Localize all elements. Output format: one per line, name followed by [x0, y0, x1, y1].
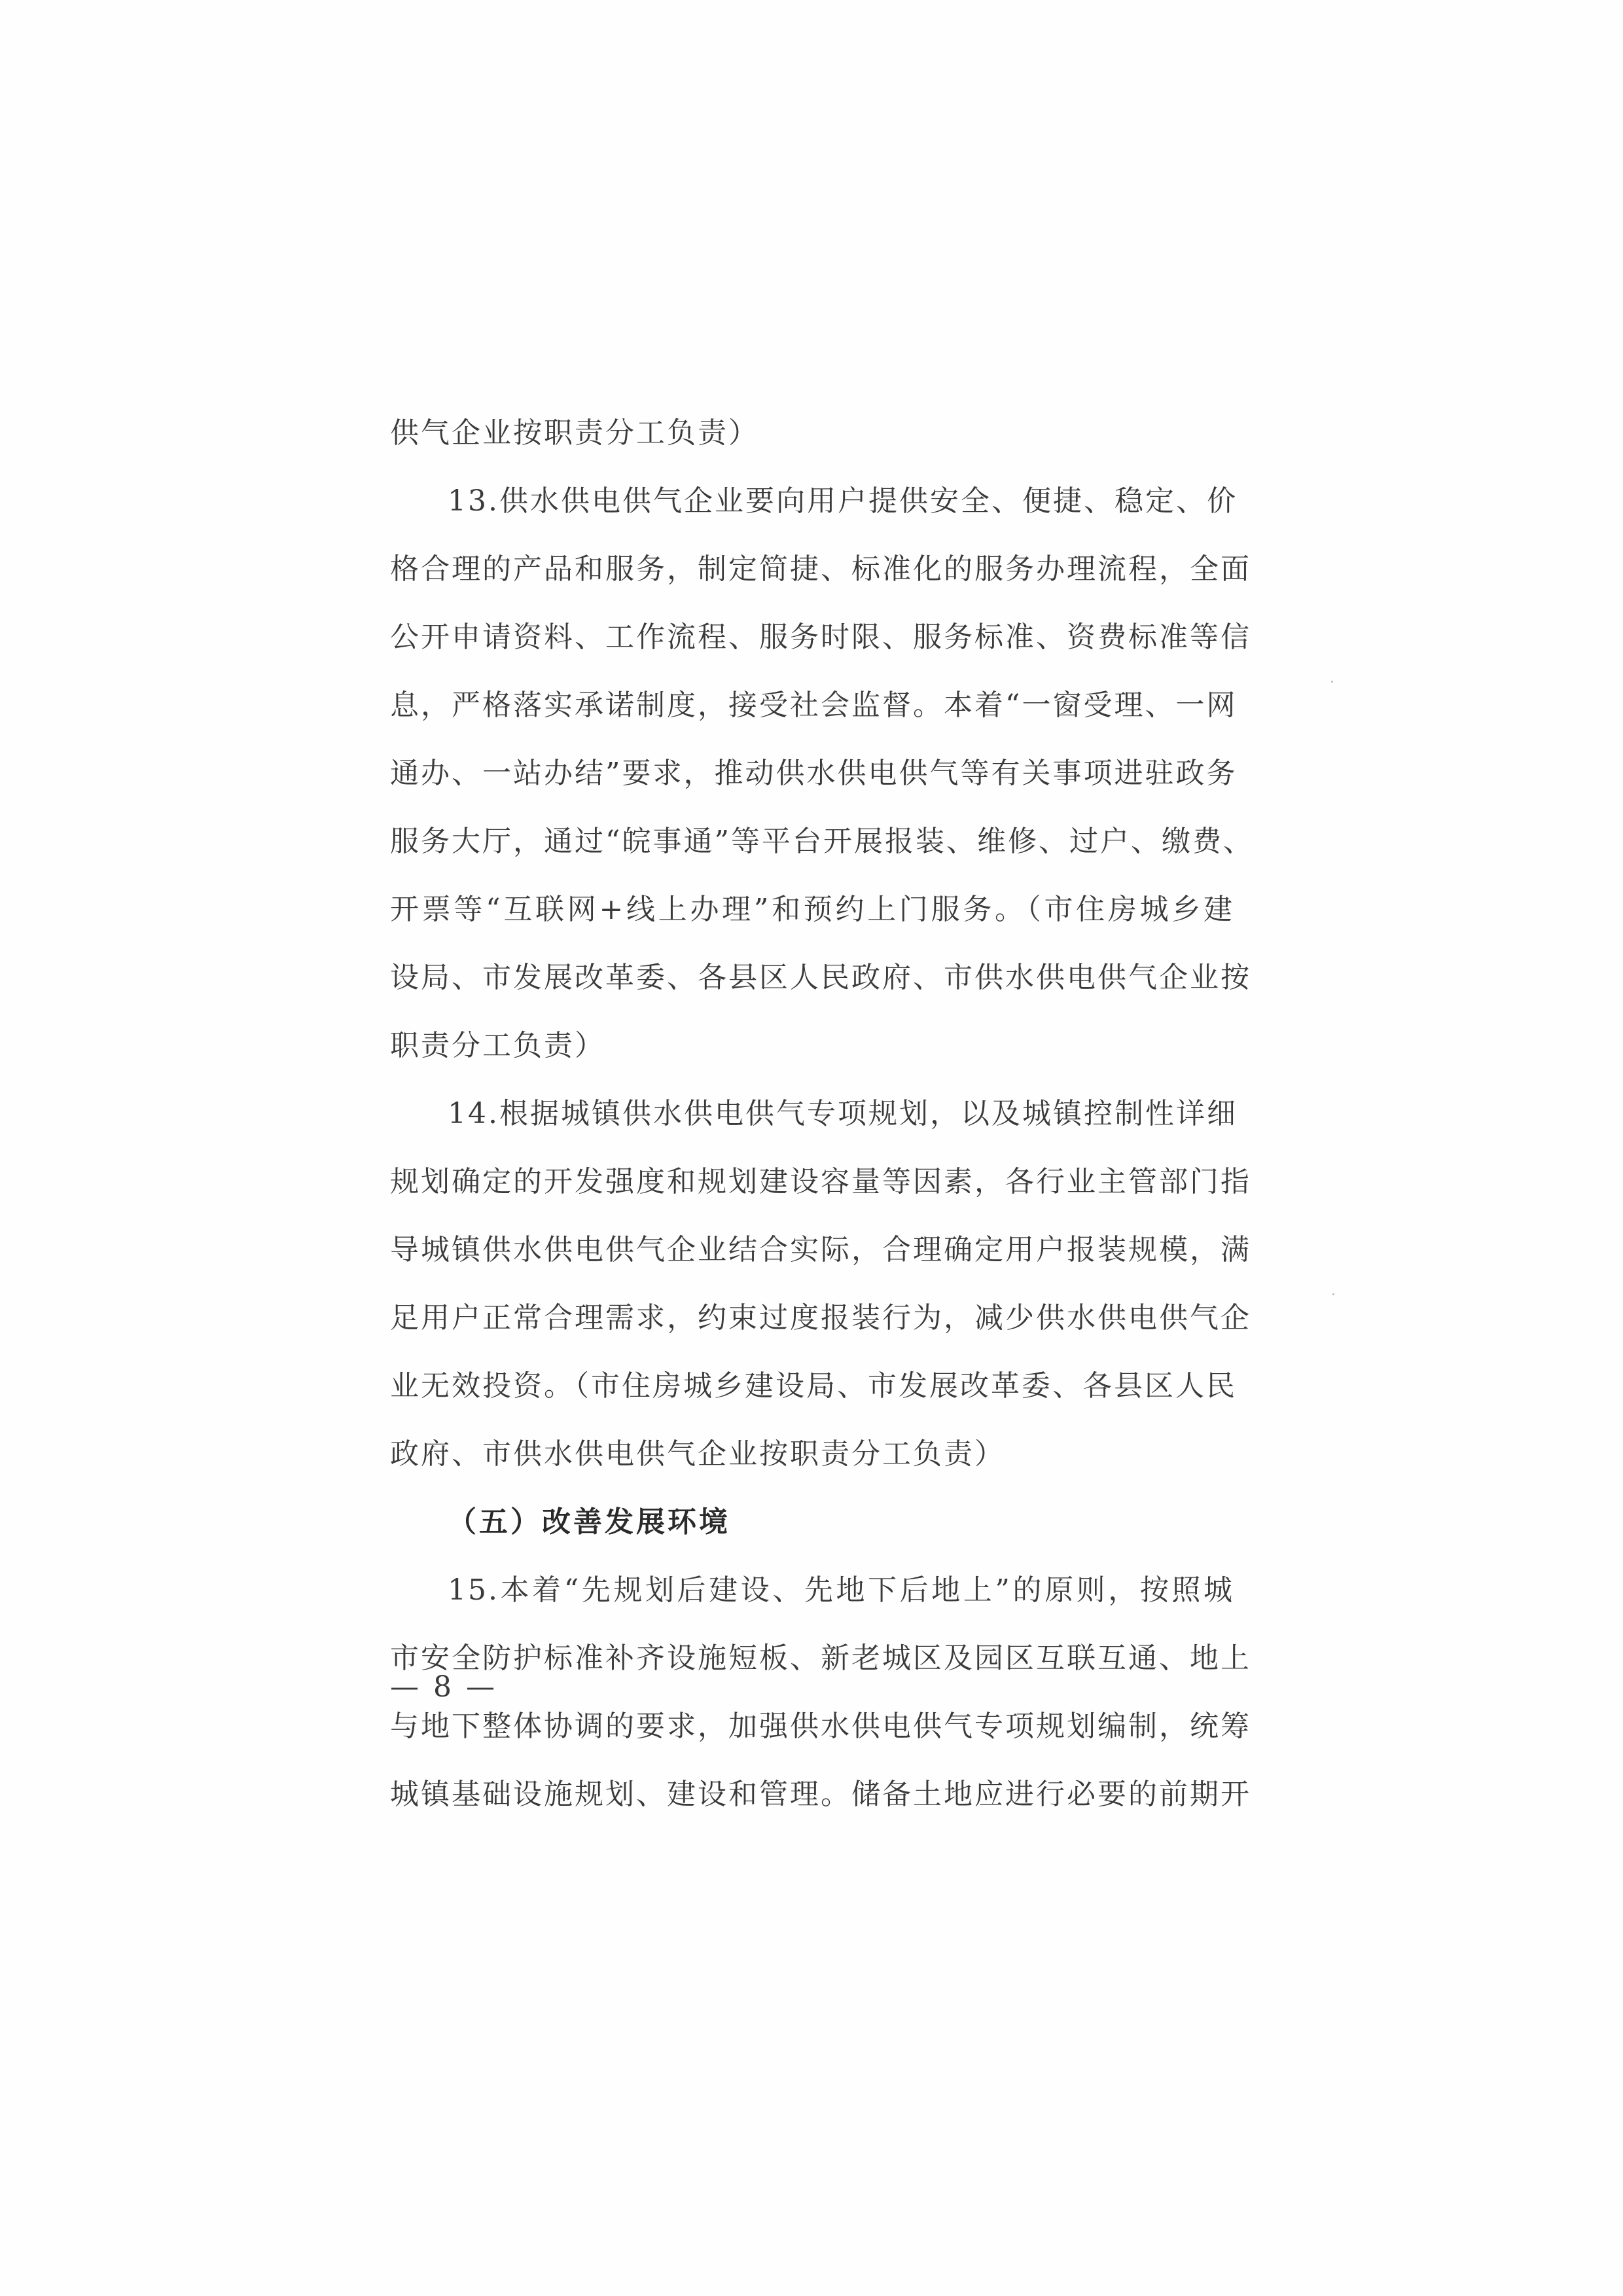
paragraph-13-line-8: 设局、市发展改革委、各县区人民政府、市供水供电供气企业按	[390, 961, 1251, 994]
paragraph-14-line-2: 规划确定的开发强度和规划建设容量等因素，各行业主管部门指	[390, 1165, 1251, 1198]
section-heading: （五）改善发展环境	[448, 1505, 730, 1539]
scan-speck	[1331, 681, 1333, 683]
body-text	[390, 399, 1254, 1829]
paragraph-14-line-3: 导城镇供水供电供气企业结合实际，合理确定用户报装规模，满	[390, 1233, 1251, 1266]
paragraph-13-line-3: 公开申请资料、工作流程、服务时限、服务标准、资费标准等信	[390, 620, 1251, 654]
scan-speck	[1332, 1293, 1334, 1295]
page-number: — 8 —	[390, 1670, 497, 1704]
paragraph-13-line-9: 职责分工负责）	[390, 1029, 605, 1062]
paragraph-12-continuation: 供气企业按职责分工负责）	[390, 416, 759, 450]
paragraph-15-line-1: 15.本着“先规划后建设、先地下后地上”的原则，按照城	[448, 1573, 1234, 1607]
paragraph-13-line-1: 13.供水供电供气企业要向用户提供安全、便捷、稳定、价	[448, 484, 1238, 518]
paragraph-13-line-2: 格合理的产品和服务，制定简捷、标准化的服务办理流程，全面	[390, 552, 1251, 586]
paragraph-15-line-3: 与地下整体协调的要求，加强供水供电供气专项规划编制，统筹	[390, 1710, 1251, 1743]
paragraph-15-line-2: 市安全防护标准补齐设施短板、新老城区及园区互联互通、地上	[390, 1641, 1251, 1675]
paragraph-13-line-6: 服务大厅，通过“皖事通”等平台开展报装、维修、过户、缴费、	[390, 825, 1254, 858]
paragraph-14-line-4: 足用户正常合理需求，约束过度报装行为，减少供水供电供气企	[390, 1301, 1251, 1335]
paragraph-14-line-6: 政府、市供水供电供气企业按职责分工负责）	[390, 1437, 1005, 1471]
paragraph-13-line-5: 通办、一站办结”要求，推动供水供电供气等有关事项进驻政务	[390, 757, 1238, 790]
paragraph-13-line-4: 息，严格落实承诺制度，接受社会监督。本着“一窗受理、一网	[390, 689, 1238, 722]
paragraph-14-line-1: 14.根据城镇供水供电供气专项规划，以及城镇控制性详细	[448, 1097, 1238, 1130]
paragraph-13-line-7: 开票等“互联网+线上办理”和预约上门服务。（市住房城乡建	[390, 893, 1234, 926]
paragraph-15-line-4: 城镇基础设施规划、建设和管理。储备土地应进行必要的前期开	[390, 1778, 1251, 1811]
paragraph-14-line-5: 业无效投资。（市住房城乡建设局、市发展改革委、各县区人民	[390, 1369, 1237, 1403]
